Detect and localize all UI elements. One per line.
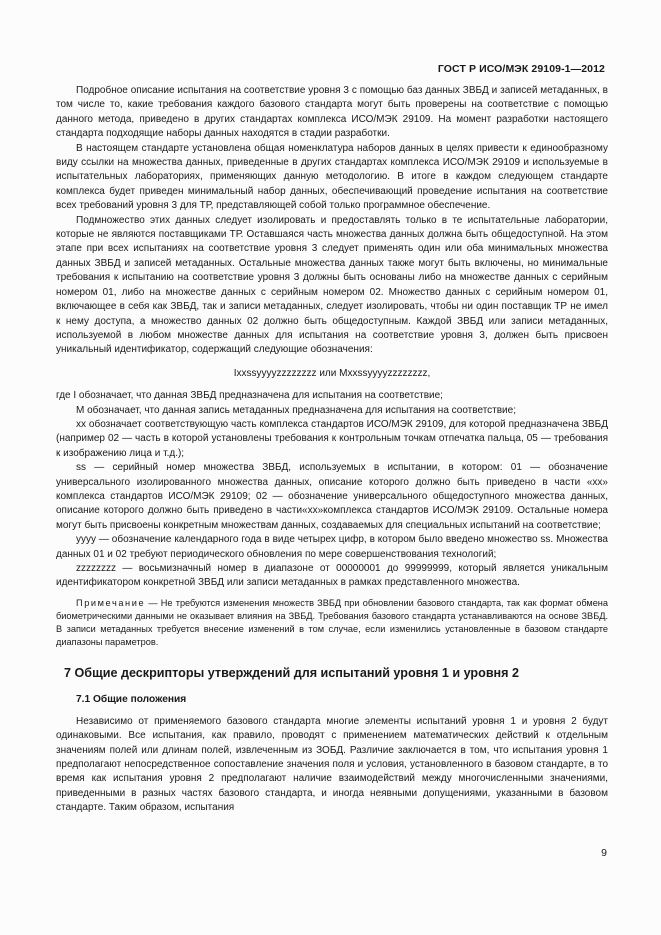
page-content: [56, 84, 608, 816]
note-text: — Не требуются изменения множеств ЗВБД при обновлении базового стандарта, так как формат обмена биометрическими данными не оказывает влияния на ЗВБД. Требования базового стандарта устанавливаются на основе ЗВБД. В записи метаданных требуется внесение изменений в том случае, если изменились установленные в базовом стандарте диапазоны параметров.: [56, 597, 608, 647]
paragraph-last: Независимо от применяемого базового стандарта многие элементы испытаний уровня 1 и уровня 2 будут одинаковыми. Все испытания, как правило, проводят с применением математических действий к отдельным значениям полей или длинам полей, извлеченным из ЗОБД. Различие заключается в том, что испытания уровня 1 предполагают непосредственное сопоставление значения поля и условия, установленного в базовом стандарте, в то время как испытания уровня 2 предполагают наличие взаимодействий между многочисленными значениями, приведенными в разных частях базового стандарта, и иногда неявными допущениями, указанными в базовом стандарте. Таким образом, испытания: [56, 715, 608, 814]
definition-item: xx обозначает соответствующую часть комплекса стандартов ИСО/МЭК 29109, для которой предназначена ЗВБД (например 02 — часть в которой установлены требования к контрольным точкам отпечатка пальца, 05 — требования к изображению лица и т.д.);: [56, 418, 608, 459]
section-heading: 7 Общие дескрипторы утверждений для испытаний уровня 1 и уровня 2: [64, 665, 520, 680]
definition-item: ss — серийный номер множества ЗВБД, используемых в испытании, в котором: 01 — обозначение универсального изолированного множества данных, описание которого должно быть приведено в части «хх» комплекса стандартов ИСО/МЭК 29109; 02 — обозначение универсального общедоступного множества данных, описание которого должно быть приведено в части«хх»комплекса стандартов ИСО/МЭК 29109. Остальные номера могут быть присвоены конкретным множествам данных, создаваемых для специальных испытаний на соответствие;: [56, 462, 608, 531]
subsection-heading: 7.1 Общие положения: [76, 693, 187, 705]
definition-item: zzzzzzzz — восьмизначный номер в диапазоне от 00000001 до 99999999, который является уникальным идентификатором конкретной ЗВБД или записи метаданных в рамках представленного множества.: [56, 563, 608, 589]
paragraph-2: В настоящем стандарте установлена общая номенклатура наборов данных в целях привести к единообразному виду ссылки на множества данных, приведенные в других стандартах комплекса ИСО/МЭК 29109 и используемые в испытательных лабораториях, применяющих данную методологию. В итоге в каждом следующем стандарте комплекса будет приведен минимальный набор данных, обеспечивающий проведение испытания на соответствие всех требований уровня 3 для ТР, представляющей собой только программное обеспечение.: [56, 142, 608, 212]
definition-item: где I обозначает, что данная ЗВБД предназначена для испытания на соответствие;: [56, 390, 443, 402]
page-number: 9: [601, 847, 607, 859]
note: [56, 597, 608, 649]
definition-item: уууу — обозначение календарного года в виде четырех цифр, в котором было введено множество ss. Множества данных 01 и 02 требуют периодического обновления по мере совершенствования технологий;: [56, 534, 608, 560]
standard-header: ГОСТ Р ИСО/МЭК 29109-1—2012: [437, 63, 605, 75]
note-label: Примечание: [76, 597, 146, 608]
identifier-formula: Ixxssyyyyzzzzzzzz или Mxxssyyyyzzzzzzzz,: [233, 367, 431, 379]
definition-item: М обозначает, что данная запись метаданных предназначена для испытания на соответствие;: [76, 404, 516, 416]
paragraph-3: Подмножество этих данных следует изолировать и предоставлять только в те испытательные лаборатории, которые не являются поставщиками ТР. Оставшаяся часть множества данных должна быть общедоступной. На этом этапе при всех испытаниях на соответствие уровня 3 следует применять один или оба минимальных множества данных ЗВБД и записей метаданных. Остальные множества данных также могут быть включены, но минимальные требования к испытанию на соответствие уровня 3 должны быть основаны либо на множестве данных с серийным номером 01, либо на множестве данных с серийным номером 02. Множество данных с серийным номером 01, включающее в себя как ЗВБД, так и записи метаданных, следует изолировать, чтобы ни один поставщик ТР не имел к нему доступа, а множество данных 02 должно быть общедоступным. Каждой ЗВБД или записи метаданных, используемой в любом множестве данных для испытания на соответствие уровня 3, должен быть присвоен уникальный идентификатор, содержащий следующие обозначения:: [56, 214, 608, 356]
definition-list: [56, 389, 608, 591]
paragraph-1: Подробное описание испытания на соответствие уровня 3 с помощью баз данных ЗВБД и записей метаданных, в том числе то, какие требования каждого базового стандарта могут быть проверены на соответствие с помощью данного метода, приведено в других стандартах комплекса ИСО/МЭК 29109. На момент разработки настоящего стандарта подходящие наборы данных находятся в стадии разработки.: [56, 85, 608, 140]
